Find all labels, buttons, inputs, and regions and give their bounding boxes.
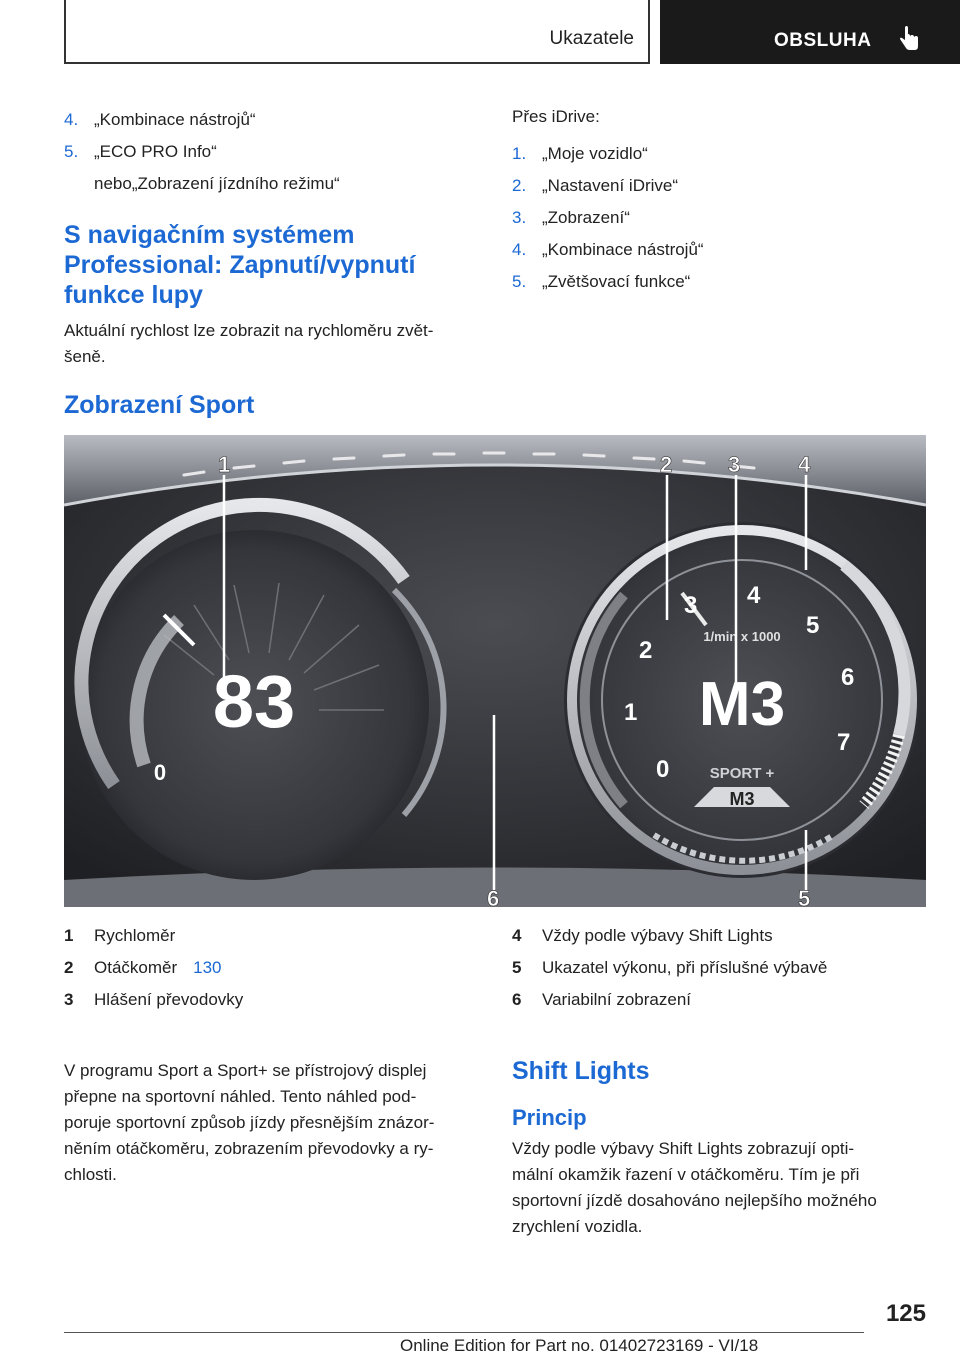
paragraph-sport-mode: V programu Sport a Sport+ se přístrojový displej přepne na sportovní náhled. Tento náhled pod‐ poruje sportovní způsob jízdy přesnějším znázor‐ něním otáčkoměru, zobrazením převodovky a ry‐ chlosti. <box>64 1061 435 1184</box>
heading-navigation-zoom: S navigačním systémem Professional: Zapnutí/vypnutí funkce lupy <box>64 221 416 309</box>
header-section-box <box>64 0 650 64</box>
rpm-tick: 6 <box>841 664 855 691</box>
paragraph-zoom: Aktuální rychlost lze zobrazit na rychloměru zvět‐ šeně. <box>64 321 434 366</box>
paragraph-princip: Vždy podle výbavy Shift Lights zobrazují opti‐ mální okamžik řazení v otáčkoměru. Tím je při sportovní jízdě dosahováno nejlepšího možného zrychlení vozidla. <box>512 1139 877 1236</box>
list-number: 5. <box>64 142 79 161</box>
heading-shift-lights: Shift Lights <box>512 1057 650 1085</box>
hand-pointer-icon <box>898 26 920 52</box>
list-item: 3. „Zobrazení“ <box>512 208 630 227</box>
legend-item: 5 Ukazatel výkonu, při příslušné výbavě <box>512 958 828 977</box>
callout-4: 4 <box>798 452 811 477</box>
rpm-tick: 0 <box>656 756 670 783</box>
page-reference-link[interactable]: 130 <box>193 958 222 977</box>
drive-mode: SPORT + <box>709 765 775 782</box>
rpm-tick: 1 <box>624 699 638 726</box>
instrument-cluster-image <box>64 435 926 907</box>
rpm-tick: 5 <box>806 612 820 639</box>
callout-1: 1 <box>218 452 231 477</box>
list-item-alt: nebo„Zobrazení jízdního režimu“ <box>94 174 340 193</box>
speed-zero: 0 <box>153 760 167 785</box>
right-column <box>512 104 932 298</box>
speed-value: 83 <box>212 660 296 743</box>
list-item: 2. „Nastavení iDrive“ <box>512 176 679 195</box>
list-item <box>64 104 484 136</box>
legend-right <box>512 920 932 1016</box>
rpm-tick: 4 <box>747 582 761 609</box>
rpm-tick: 3 <box>684 592 698 619</box>
callout-2: 2 <box>660 452 673 477</box>
rpm-unit: 1/min x 1000 <box>703 629 781 644</box>
idrive-intro: Přes iDrive: <box>512 107 600 126</box>
header-chapter-title: OBSLUHA <box>774 30 872 51</box>
list-text: „Kombinace nástrojů“ <box>94 110 256 129</box>
footer-divider <box>64 1332 864 1333</box>
legend-item: 3 Hlášení převodovky <box>64 990 244 1009</box>
legend-item: 2 Otáčkoměr 130 <box>64 952 484 984</box>
cluster-illustration <box>64 435 926 907</box>
header-chapter-box <box>660 0 960 64</box>
list-item: 4. „Kombinace nástrojů“ <box>512 240 704 259</box>
callout-6: 6 <box>487 886 500 907</box>
list-text: „ECO PRO Info“ <box>94 142 217 161</box>
callout-3: 3 <box>728 452 741 477</box>
legend-item: 6 Variabilní zobrazení <box>512 990 691 1009</box>
callout-5: 5 <box>798 886 811 907</box>
heading-princip: Princip <box>512 1105 587 1130</box>
left-column <box>64 104 484 370</box>
rpm-tick: 7 <box>837 729 851 756</box>
drive-mode-gear: M3 <box>729 789 755 809</box>
legend-item: 1 Rychloměr <box>64 926 176 945</box>
list-item: 1. „Moje vozidlo“ <box>512 144 648 163</box>
list-item <box>64 136 484 168</box>
footer-edition: Online Edition for Part no. 01402723169 - VI/18 <box>400 1336 759 1355</box>
list-number: 4. <box>64 110 79 129</box>
legend-item: 4 Vždy podle výbavy Shift Lights <box>512 926 773 945</box>
page-number: 125 <box>885 1300 926 1327</box>
shift-lights-section <box>512 1056 932 1240</box>
rpm-tick: 2 <box>639 637 653 664</box>
list-item: 5. „Zvětšovací funkce“ <box>512 272 691 291</box>
legend-left <box>64 920 484 1016</box>
heading-sport-display: Zobrazení Sport <box>64 391 255 419</box>
header-section-title: Ukazatele <box>549 28 634 49</box>
gear-indicator: M3 <box>698 670 786 739</box>
